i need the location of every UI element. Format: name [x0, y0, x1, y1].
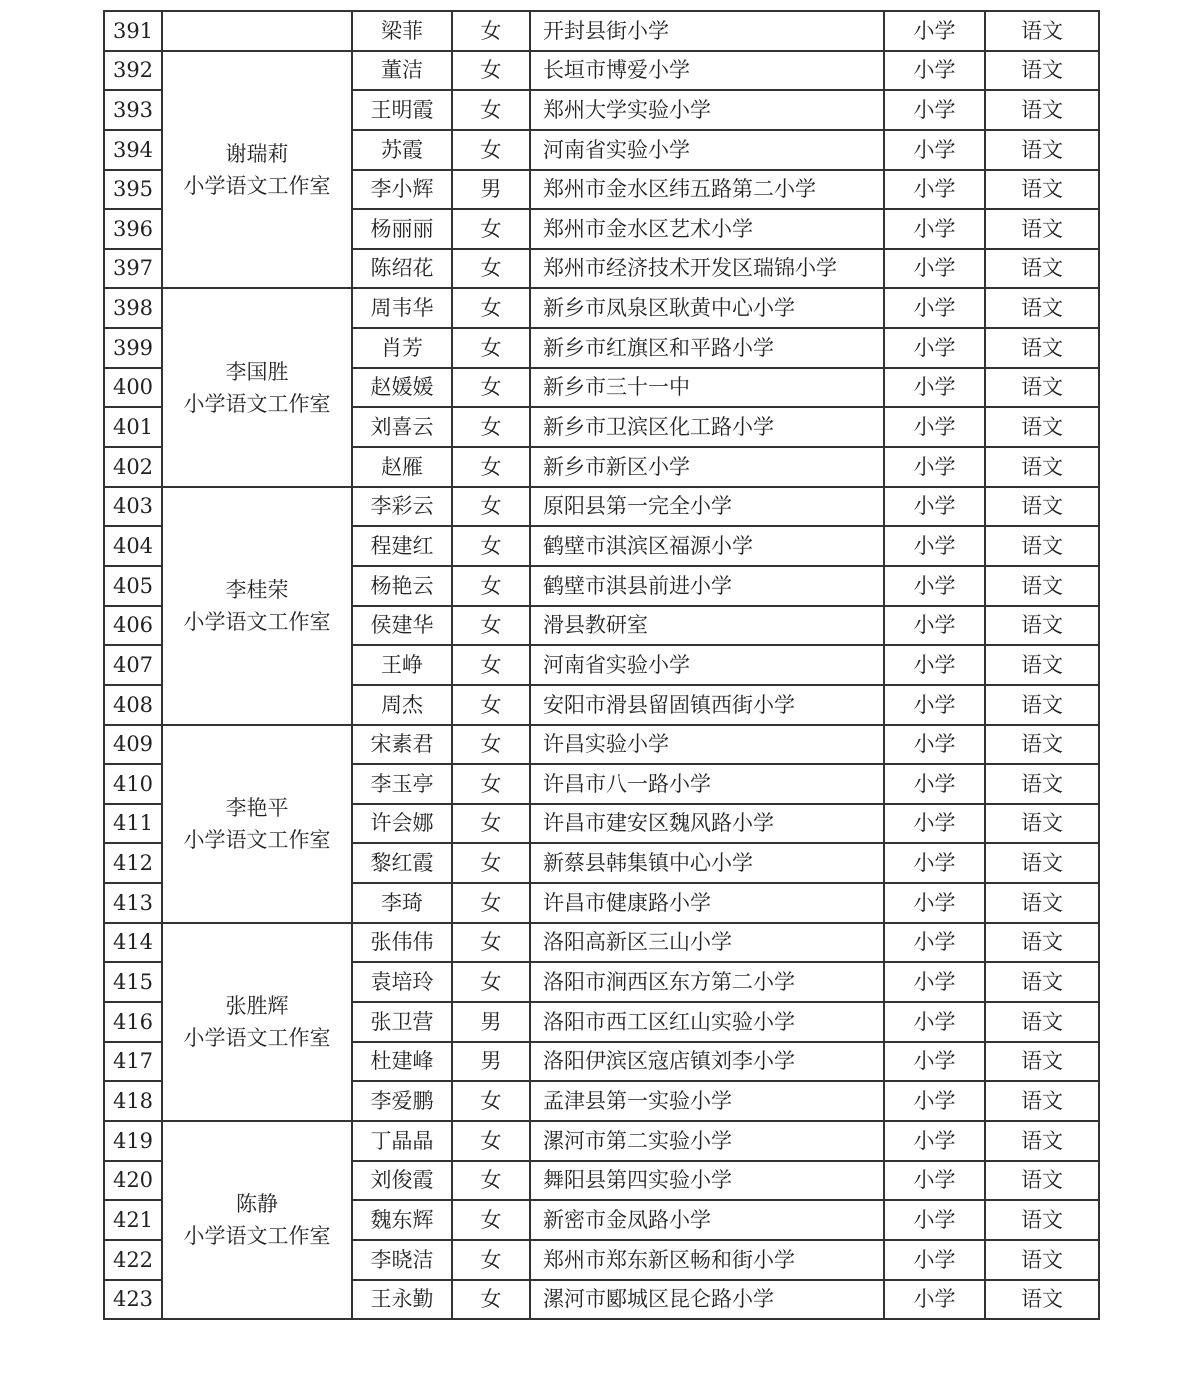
studio-leader: 谢瑞莉	[225, 141, 289, 166]
studio-leader: 李艳平	[225, 795, 289, 820]
table-row	[104, 288, 1099, 328]
teacher-name: 张伟伟	[352, 923, 452, 963]
school-level: 小学	[884, 843, 985, 883]
subject: 语文	[985, 764, 1099, 804]
studio-cell	[162, 11, 352, 51]
subject: 语文	[985, 209, 1099, 249]
school-level: 小学	[884, 1161, 985, 1201]
studio-cell	[162, 288, 352, 486]
row-number: 423	[104, 1280, 162, 1320]
school-name: 舞阳县第四实验小学	[530, 1161, 884, 1201]
school-level: 小学	[884, 51, 985, 91]
teacher-name: 董洁	[352, 51, 452, 91]
school-name: 新蔡县韩集镇中心小学	[530, 843, 884, 883]
studio-name: 小学语文工作室	[183, 609, 331, 634]
row-number: 407	[104, 645, 162, 685]
gender: 女	[452, 1161, 530, 1201]
row-number: 422	[104, 1240, 162, 1280]
school-level: 小学	[884, 130, 985, 170]
school-name: 许昌市建安区魏风路小学	[530, 804, 884, 844]
school-name: 洛阳伊滨区寇店镇刘李小学	[530, 1042, 884, 1082]
gender: 女	[452, 90, 530, 130]
studio-name: 小学语文工作室	[183, 827, 331, 852]
gender: 女	[452, 487, 530, 527]
row-number: 418	[104, 1081, 162, 1121]
gender: 女	[452, 51, 530, 91]
teacher-name: 袁培玲	[352, 962, 452, 1002]
school-level: 小学	[884, 883, 985, 923]
school-name: 洛阳市涧西区东方第二小学	[530, 962, 884, 1002]
teacher-name: 程建红	[352, 526, 452, 566]
teacher-name: 魏东辉	[352, 1200, 452, 1240]
subject: 语文	[985, 1002, 1099, 1042]
school-level: 小学	[884, 606, 985, 646]
table-row	[104, 725, 1099, 765]
school-name: 郑州市郑东新区畅和街小学	[530, 1240, 884, 1280]
teacher-name: 张卫营	[352, 1002, 452, 1042]
school-level: 小学	[884, 328, 985, 368]
teacher-name: 李彩云	[352, 487, 452, 527]
school-name: 许昌市健康路小学	[530, 883, 884, 923]
school-level: 小学	[884, 368, 985, 408]
subject: 语文	[985, 962, 1099, 1002]
studio-cell	[162, 51, 352, 289]
gender: 女	[452, 725, 530, 765]
school-name: 新密市金凤路小学	[530, 1200, 884, 1240]
subject: 语文	[985, 130, 1099, 170]
teacher-name: 李爱鹏	[352, 1081, 452, 1121]
table-row	[104, 51, 1099, 91]
row-number: 417	[104, 1042, 162, 1082]
school-name: 许昌市八一路小学	[530, 764, 884, 804]
teacher-name: 黎红霞	[352, 843, 452, 883]
school-level: 小学	[884, 1042, 985, 1082]
subject: 语文	[985, 1280, 1099, 1320]
studio-cell	[162, 1121, 352, 1319]
teacher-name: 赵雁	[352, 447, 452, 487]
studio-cell	[162, 923, 352, 1121]
gender: 女	[452, 843, 530, 883]
row-number: 410	[104, 764, 162, 804]
subject: 语文	[985, 883, 1099, 923]
teacher-name: 许会娜	[352, 804, 452, 844]
school-name: 新乡市卫滨区化工路小学	[530, 407, 884, 447]
table-row	[104, 923, 1099, 963]
teacher-name: 李玉亭	[352, 764, 452, 804]
gender: 男	[452, 1042, 530, 1082]
row-number: 402	[104, 447, 162, 487]
subject: 语文	[985, 11, 1099, 51]
row-number: 403	[104, 487, 162, 527]
row-number: 397	[104, 249, 162, 289]
gender: 女	[452, 407, 530, 447]
school-level: 小学	[884, 90, 985, 130]
school-level: 小学	[884, 1280, 985, 1320]
school-name: 新乡市红旗区和平路小学	[530, 328, 884, 368]
row-number: 421	[104, 1200, 162, 1240]
row-number: 401	[104, 407, 162, 447]
studio-name: 小学语文工作室	[183, 1025, 331, 1050]
school-name: 洛阳市西工区红山实验小学	[530, 1002, 884, 1042]
school-level: 小学	[884, 487, 985, 527]
teacher-name: 侯建华	[352, 606, 452, 646]
subject: 语文	[985, 1200, 1099, 1240]
teacher-name: 杨艳云	[352, 566, 452, 606]
school-name: 郑州市金水区艺术小学	[530, 209, 884, 249]
gender: 女	[452, 368, 530, 408]
subject: 语文	[985, 645, 1099, 685]
school-name: 郑州市经济技术开发区瑞锦小学	[530, 249, 884, 289]
school-level: 小学	[884, 526, 985, 566]
row-number: 409	[104, 725, 162, 765]
teacher-name: 王永勤	[352, 1280, 452, 1320]
row-number: 399	[104, 328, 162, 368]
school-name: 开封县街小学	[530, 11, 884, 51]
row-number: 413	[104, 883, 162, 923]
row-number: 406	[104, 606, 162, 646]
gender: 男	[452, 170, 530, 210]
school-level: 小学	[884, 209, 985, 249]
studio-name: 小学语文工作室	[183, 1224, 331, 1249]
row-number: 400	[104, 368, 162, 408]
gender: 女	[452, 1200, 530, 1240]
row-number: 395	[104, 170, 162, 210]
school-name: 漯河市郾城区昆仑路小学	[530, 1280, 884, 1320]
table-row	[104, 11, 1099, 51]
school-level: 小学	[884, 923, 985, 963]
subject: 语文	[985, 1042, 1099, 1082]
teacher-name: 李晓洁	[352, 1240, 452, 1280]
teacher-name: 王明霞	[352, 90, 452, 130]
school-name: 原阳县第一完全小学	[530, 487, 884, 527]
gender: 女	[452, 804, 530, 844]
subject: 语文	[985, 725, 1099, 765]
studio-cell	[162, 487, 352, 725]
table-row	[104, 1121, 1099, 1161]
gender: 女	[452, 764, 530, 804]
studio-name: 小学语文工作室	[183, 391, 331, 416]
gender: 女	[452, 1240, 530, 1280]
gender: 女	[452, 1280, 530, 1320]
gender: 女	[452, 130, 530, 170]
subject: 语文	[985, 1240, 1099, 1280]
school-level: 小学	[884, 249, 985, 289]
subject: 语文	[985, 685, 1099, 725]
gender: 女	[452, 566, 530, 606]
school-level: 小学	[884, 1002, 985, 1042]
school-level: 小学	[884, 962, 985, 1002]
row-number: 398	[104, 288, 162, 328]
school-level: 小学	[884, 566, 985, 606]
subject: 语文	[985, 288, 1099, 328]
school-level: 小学	[884, 407, 985, 447]
roster-body	[104, 11, 1099, 1319]
subject: 语文	[985, 90, 1099, 130]
teacher-name: 梁菲	[352, 11, 452, 51]
teacher-name: 丁晶晶	[352, 1121, 452, 1161]
row-number: 412	[104, 843, 162, 883]
school-name: 滑县教研室	[530, 606, 884, 646]
studio-name: 小学语文工作室	[183, 173, 331, 198]
school-name: 河南省实验小学	[530, 130, 884, 170]
studio-leader: 张胜辉	[225, 993, 289, 1018]
subject: 语文	[985, 249, 1099, 289]
studio-leader: 李国胜	[225, 359, 289, 384]
row-number: 404	[104, 526, 162, 566]
subject: 语文	[985, 566, 1099, 606]
teacher-name: 杨丽丽	[352, 209, 452, 249]
row-number: 408	[104, 685, 162, 725]
school-name: 长垣市博爱小学	[530, 51, 884, 91]
subject: 语文	[985, 1121, 1099, 1161]
gender: 女	[452, 685, 530, 725]
school-name: 安阳市滑县留固镇西街小学	[530, 685, 884, 725]
gender: 女	[452, 923, 530, 963]
school-level: 小学	[884, 764, 985, 804]
school-level: 小学	[884, 1240, 985, 1280]
row-number: 416	[104, 1002, 162, 1042]
school-name: 新乡市新区小学	[530, 447, 884, 487]
school-name: 鹤壁市淇滨区福源小学	[530, 526, 884, 566]
school-name: 洛阳高新区三山小学	[530, 923, 884, 963]
roster-table	[103, 10, 1100, 1320]
teacher-name: 赵媛媛	[352, 368, 452, 408]
school-name: 郑州市金水区纬五路第二小学	[530, 170, 884, 210]
gender: 女	[452, 11, 530, 51]
school-level: 小学	[884, 725, 985, 765]
studio-leader: 李桂荣	[225, 577, 289, 602]
subject: 语文	[985, 804, 1099, 844]
subject: 语文	[985, 487, 1099, 527]
gender: 女	[452, 962, 530, 1002]
teacher-name: 周韦华	[352, 288, 452, 328]
subject: 语文	[985, 447, 1099, 487]
school-level: 小学	[884, 11, 985, 51]
teacher-name: 李小辉	[352, 170, 452, 210]
gender: 女	[452, 526, 530, 566]
subject: 语文	[985, 1161, 1099, 1201]
gender: 女	[452, 606, 530, 646]
teacher-name: 肖芳	[352, 328, 452, 368]
teacher-name: 李琦	[352, 883, 452, 923]
school-level: 小学	[884, 1200, 985, 1240]
row-number: 391	[104, 11, 162, 51]
gender: 女	[452, 645, 530, 685]
school-name: 郑州大学实验小学	[530, 90, 884, 130]
teacher-name: 陈绍花	[352, 249, 452, 289]
subject: 语文	[985, 606, 1099, 646]
school-name: 许昌实验小学	[530, 725, 884, 765]
row-number: 394	[104, 130, 162, 170]
gender: 女	[452, 447, 530, 487]
row-number: 420	[104, 1161, 162, 1201]
teacher-name: 杜建峰	[352, 1042, 452, 1082]
subject: 语文	[985, 407, 1099, 447]
school-level: 小学	[884, 170, 985, 210]
teacher-name: 王峥	[352, 645, 452, 685]
table-row	[104, 487, 1099, 527]
gender: 女	[452, 1081, 530, 1121]
school-level: 小学	[884, 1121, 985, 1161]
studio-leader: 陈静	[236, 1192, 278, 1217]
school-level: 小学	[884, 288, 985, 328]
row-number: 396	[104, 209, 162, 249]
subject: 语文	[985, 170, 1099, 210]
school-name: 鹤壁市淇县前进小学	[530, 566, 884, 606]
gender: 女	[452, 249, 530, 289]
school-name: 孟津县第一实验小学	[530, 1081, 884, 1121]
row-number: 393	[104, 90, 162, 130]
subject: 语文	[985, 923, 1099, 963]
row-number: 415	[104, 962, 162, 1002]
school-level: 小学	[884, 645, 985, 685]
teacher-name: 周杰	[352, 685, 452, 725]
school-name: 河南省实验小学	[530, 645, 884, 685]
row-number: 411	[104, 804, 162, 844]
row-number: 414	[104, 923, 162, 963]
subject: 语文	[985, 1081, 1099, 1121]
teacher-name: 刘俊霞	[352, 1161, 452, 1201]
teacher-name: 苏霞	[352, 130, 452, 170]
school-level: 小学	[884, 804, 985, 844]
subject: 语文	[985, 843, 1099, 883]
subject: 语文	[985, 526, 1099, 566]
subject: 语文	[985, 51, 1099, 91]
studio-cell	[162, 725, 352, 923]
gender: 男	[452, 1002, 530, 1042]
gender: 女	[452, 1121, 530, 1161]
teacher-name: 宋素君	[352, 725, 452, 765]
school-level: 小学	[884, 1081, 985, 1121]
subject: 语文	[985, 368, 1099, 408]
subject: 语文	[985, 328, 1099, 368]
school-name: 新乡市凤泉区耿黄中心小学	[530, 288, 884, 328]
school-name: 新乡市三十一中	[530, 368, 884, 408]
school-level: 小学	[884, 447, 985, 487]
gender: 女	[452, 883, 530, 923]
teacher-name: 刘喜云	[352, 407, 452, 447]
school-level: 小学	[884, 685, 985, 725]
gender: 女	[452, 288, 530, 328]
row-number: 405	[104, 566, 162, 606]
school-name: 漯河市第二实验小学	[530, 1121, 884, 1161]
row-number: 392	[104, 51, 162, 91]
gender: 女	[452, 328, 530, 368]
row-number: 419	[104, 1121, 162, 1161]
gender: 女	[452, 209, 530, 249]
